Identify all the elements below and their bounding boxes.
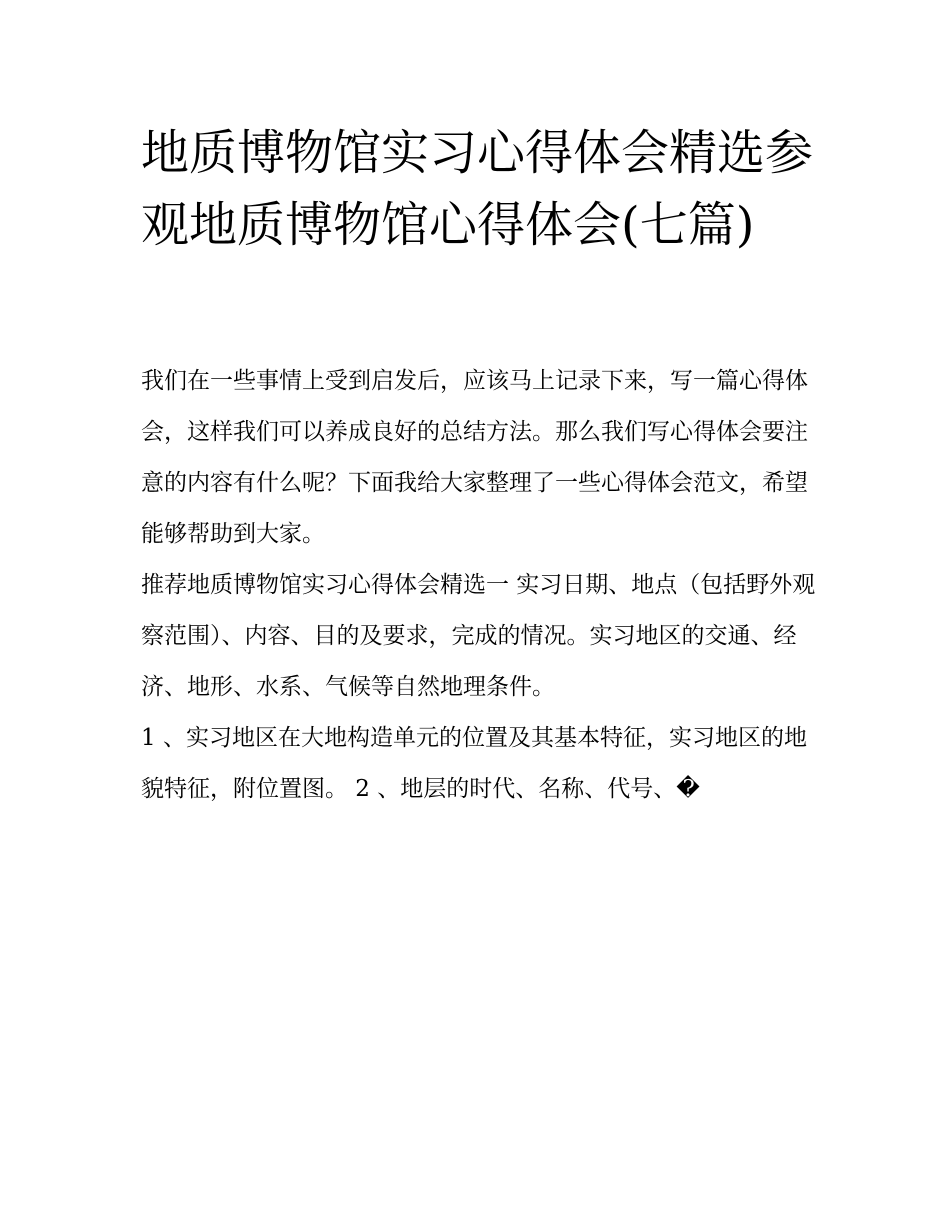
document-body [141,356,821,815]
document-title: 地质博物馆实习心得体会精选参观地质博物馆心得体会(七篇) [141,125,814,253]
paragraph-section-one: 推荐地质博物馆实习心得体会精选一 实习日期、地点（包括野外观察范围）、内容、目的及要求，完成的情况。实习地区的交通、经济、地形、水系、气候等自然地理条件。 [141,572,816,700]
paragraph-intro: 我们在一些事情上受到启发后，应该马上记录下来，写一篇心得体会，这样我们可以养成良好的总结方法。那么我们写心得体会要注意的内容有什么呢？下面我给大家整理了一些心得体会范文，希望能够帮助到大家。 [141,368,808,547]
paragraph-items: 1 、实习地区在大地构造单元的位置及其基本特征，实习地区的地貌特征，附位置图。 2 、地层的时代、名称、代号、� [141,725,807,802]
